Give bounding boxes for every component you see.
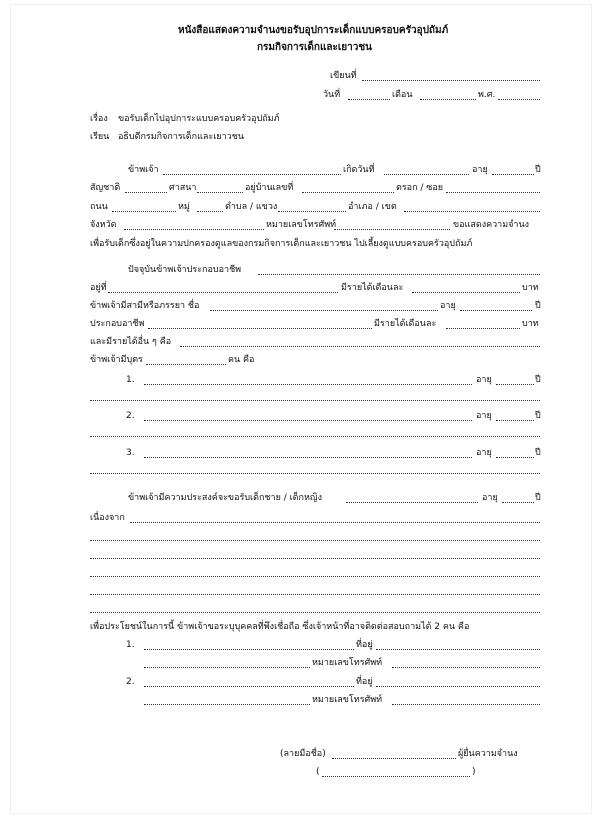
reference-1-address-label: ที่อยู่ [356, 640, 373, 650]
reference-1-phone-field[interactable] [392, 667, 540, 668]
current-occupation-label: ปัจจุบันข้าพเจ้าประกอบอาชีพ [128, 265, 242, 275]
wish-label: ข้าพเจ้ามีความประสงค์จะขอรับเด็กชาย / เด็กหญิง [128, 493, 322, 503]
printed-name-field[interactable] [322, 776, 470, 777]
spouse-age-field[interactable] [460, 310, 532, 311]
day-label: วันที่ [323, 90, 341, 100]
phone-field[interactable] [334, 229, 450, 230]
child-1-year-unit: ปี [535, 375, 541, 385]
child-number: 1. [126, 375, 135, 385]
reference-2-phone-field[interactable] [392, 704, 540, 705]
intent-age-field[interactable] [502, 502, 534, 503]
form-title: หนังสือแสดงความจำนงขอรับอุปการะเด็กแบบครอบครัวอุปถัมภ์ [178, 25, 449, 36]
house-no-field[interactable] [302, 192, 394, 193]
spouse-age-label: อายุ [440, 301, 456, 311]
children-label: ข้าพเจ้ามีบุตร [90, 355, 143, 365]
child-2-age-field[interactable] [496, 420, 534, 421]
reason-field-4[interactable] [90, 576, 540, 577]
child-3-name-field[interactable] [144, 457, 472, 458]
because-label: เนื่องจาก [90, 513, 125, 523]
road-field[interactable] [112, 211, 176, 212]
moo-label: หมู่ [178, 202, 190, 212]
subject-label: เรื่อง [90, 114, 108, 124]
province-label: จังหวัด [90, 220, 117, 230]
year-label: พ.ศ. [478, 90, 496, 100]
child-1-name-field[interactable] [144, 384, 472, 385]
children-count-field[interactable] [146, 364, 226, 365]
applicant-name-field[interactable] [163, 174, 341, 175]
child-3-year-unit: ปี [535, 448, 541, 458]
alley-label: ตรอก / ซอย [396, 183, 444, 193]
road-label: ถนน [90, 202, 108, 212]
applicant-role-label: ผู้ยื่นความจำนง [458, 749, 518, 759]
district-label: อำเภอ / เขต [348, 202, 397, 212]
income-label: มีรายได้เดือนละ [341, 283, 404, 293]
intent-age-label: อายุ [482, 493, 498, 503]
other-income-field[interactable] [180, 346, 540, 347]
reason-field-5[interactable] [90, 594, 540, 595]
child-2-name-field[interactable] [144, 420, 472, 421]
age-label: อายุ [472, 165, 488, 175]
reason-field-2[interactable] [90, 540, 540, 541]
alley-field[interactable] [446, 192, 540, 193]
phone-label: หมายเลขโทรศัพท์ [266, 220, 337, 230]
child-3-detail-field[interactable] [90, 473, 540, 474]
child-1-age-label: อายุ [476, 375, 492, 385]
subdistrict-label: ตำบล / แขวง [225, 202, 278, 212]
form-subtitle: กรมกิจการเด็กและเยาวชน [257, 42, 373, 53]
workplace-field[interactable] [108, 292, 338, 293]
reference-2-phone-label: หมายเลขโทรศัพท์ [312, 695, 383, 705]
child-2-year-unit: ปี [535, 411, 541, 421]
child-1-age-field[interactable] [496, 384, 534, 385]
province-field[interactable] [124, 229, 264, 230]
month-label: เดือน [392, 90, 413, 100]
nationality-label: สัญชาติ [90, 183, 121, 193]
reference-1-address-field-2[interactable] [144, 667, 310, 668]
spouse-income-field[interactable] [446, 328, 520, 329]
reference-1-phone-label: หมายเลขโทรศัพท์ [312, 658, 383, 668]
subdistrict-field[interactable] [278, 211, 346, 212]
applicant-label: ข้าพเจ้า [128, 165, 159, 175]
signature-field[interactable] [332, 758, 456, 759]
spouse-occupation-label: ประกอบอาชีพ [90, 319, 145, 329]
spouse-baht-label: บาท [522, 319, 539, 329]
nationality-field[interactable] [125, 192, 167, 193]
page-border [10, 4, 592, 814]
reference-2-address-field-2[interactable] [144, 704, 310, 705]
year-field[interactable] [498, 99, 540, 100]
house-no-label: อยู่บ้านเลขที่ [245, 183, 294, 193]
purpose-text: เพื่อรับเด็กซึ่งอยู่ในความปกครองดูแลของกรมกิจการเด็กและเยาวชน ไปเลี้ยงดูแบบครอบครัวอุปถัมภ์ [90, 239, 473, 249]
reference-1-address-field[interactable] [376, 649, 540, 650]
baht-label: บาท [522, 283, 539, 293]
reason-field-1[interactable] [130, 522, 540, 523]
workplace-label: อยู่ที่ [90, 283, 107, 293]
to-label: เรียน [90, 132, 110, 142]
references-intro: เพื่อประโยชน์ในการนี้ ข้าพเจ้าขอระบุบุคคลที่พึงเชื่อถือ ซึ่งเจ้าหน้าที่อาจติดต่อสอบถามได้ 2 คน คือ [90, 622, 470, 632]
reference-1-name-field[interactable] [144, 649, 354, 650]
child-1-detail-field[interactable] [90, 400, 540, 401]
open-paren: ( [316, 767, 320, 777]
reason-field-6[interactable] [90, 612, 540, 613]
reason-field-3[interactable] [90, 558, 540, 559]
income-field[interactable] [412, 292, 520, 293]
year-unit-label: ปี [535, 165, 541, 175]
to-text: อธิบดีกรมกิจการเด็กและเยาวชน [118, 132, 244, 142]
reference-2-address-field[interactable] [376, 686, 540, 687]
month-field[interactable] [420, 99, 476, 100]
born-on-label: เกิดวันที่ [343, 165, 375, 175]
child-number: 3. [126, 448, 135, 458]
day-field[interactable] [348, 99, 390, 100]
persons-namely-label: คน คือ [228, 355, 255, 365]
reference-2-address-label: ที่อยู่ [356, 677, 373, 687]
spouse-name-field[interactable] [210, 310, 438, 311]
child-3-age-field[interactable] [496, 457, 534, 458]
signature-label: (ลายมือชื่อ) [280, 749, 326, 759]
child-2-detail-field[interactable] [90, 436, 540, 437]
subject-text: ขอรับเด็กไปอุปการะแบบครอบครัวอุปถัมภ์ [118, 114, 280, 124]
reference-number: 1. [126, 640, 135, 650]
child-2-age-label: อายุ [476, 411, 492, 421]
child-number: 2. [126, 411, 135, 421]
occupation-field[interactable] [258, 274, 540, 275]
reference-number: 2. [126, 677, 135, 687]
child-3-age-label: อายุ [476, 448, 492, 458]
close-paren: ) [472, 767, 476, 777]
religion-label: ศาสนา [169, 183, 197, 193]
birth-date-field[interactable] [384, 174, 469, 175]
moo-field[interactable] [197, 211, 223, 212]
written-at-field[interactable] [362, 80, 540, 81]
intent-year-unit: ปี [535, 493, 541, 503]
spouse-occupation-field[interactable] [148, 328, 372, 329]
district-field[interactable] [404, 211, 540, 212]
spouse-year-unit: ปี [535, 301, 541, 311]
desired-child-field[interactable] [346, 502, 478, 503]
spouse-label: ข้าพเจ้ามีสามีหรือภรรยา ชื่อ [90, 301, 200, 311]
religion-field[interactable] [197, 192, 243, 193]
spouse-income-label: มีรายได้เดือนละ [374, 319, 437, 329]
other-income-label: และมีรายได้อื่น ๆ คือ [90, 337, 172, 347]
written-at-label: เขียนที่ [330, 71, 357, 81]
age-field[interactable] [492, 174, 534, 175]
express-intent-label: ขอแสดงความจำนง [453, 220, 530, 230]
reference-2-name-field[interactable] [144, 686, 354, 687]
